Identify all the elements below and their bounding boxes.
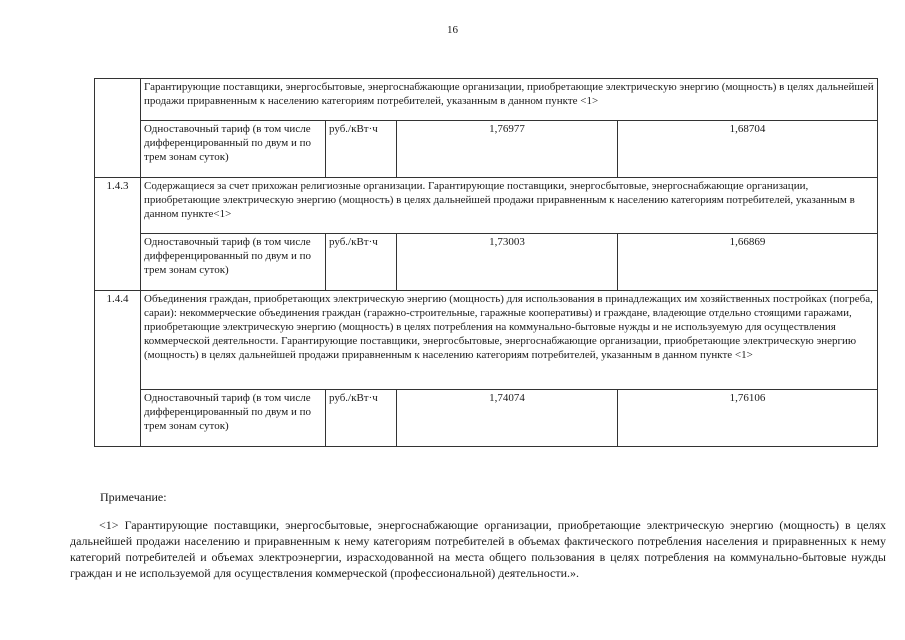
tariff-value-2: 1,76106: [618, 390, 878, 447]
table-row: [95, 390, 878, 447]
consumer-category-description: Объединения граждан, приобретающих электрическую энергию (мощность) для использования в принадлежащих им хозяйственных постройках (погреба, сараи): некоммерческие объединения граждан (гаражно-строительные, гаражные кооперативы) и граждане, владеющие отдельно стоящими гаражами, приобретающие электрическую энергию (мощность) в целях потребления на коммунально-бытовые нужды и не используемую для осуществления коммерческой деятельности. Гарантирующие поставщики, энергосбытовые, энергоснабжающие организации, приобретающие электрическую энергию (мощность) в целях дальнейшей продажи приравненным к населению категориям потребителей, указанным в данном пункте <1>: [141, 291, 878, 390]
consumer-category-description: Содержащиеся за счет прихожан религиозные организации. Гарантирующие поставщики, энергосбытовые, энергоснабжающие организации, приобретающие электрическую энергию (мощность) в целях дальнейшей продажи приравненным к населению категориям потребителей, указанным в данном пункте<1>: [141, 178, 878, 234]
tariff-label: Одноставочный тариф (в том числе дифференцированный по двум и по трем зонам суток): [141, 234, 326, 291]
table-row: [95, 178, 878, 234]
table-row: [95, 291, 878, 390]
note-title: Примечание:: [100, 490, 167, 504]
tariff-unit: руб./кВт·ч: [326, 234, 397, 291]
tariff-unit: руб./кВт·ч: [326, 121, 397, 178]
tariff-value-2: 1,66869: [618, 234, 878, 291]
tariff-value-1: 1,73003: [397, 234, 618, 291]
tariff-unit: руб./кВт·ч: [326, 390, 397, 447]
tariff-value-1: 1,76977: [397, 121, 618, 178]
note-text: <1> Гарантирующие поставщики, энергосбытовые, энергоснабжающие организации, приобретающие электрическую энергию (мощность) в целях дальнейшей продажи населению и приравненным к нему категориям потребителей в объемах фактического потребления населения и приравненных к нему категорий потребителей и объемах электроэнергии, израсходованной на места общего пользования в целях потребления на коммунально-бытовые нужды граждан и не используемой для осуществления коммерческой (профессиональной) деятельности.».: [70, 518, 886, 580]
row-number: 1.4.3: [95, 178, 141, 291]
tariff-label: Одноставочный тариф (в том числе дифференцированный по двум и по трем зонам суток): [141, 390, 326, 447]
tariff-value-2: 1,68704: [618, 121, 878, 178]
row-number: [95, 79, 141, 178]
page-number: 16: [447, 24, 458, 36]
row-number: 1.4.4: [95, 291, 141, 447]
table-row: [95, 121, 878, 178]
table-row: [95, 79, 878, 121]
table-row: [95, 234, 878, 291]
tariff-label: Одноставочный тариф (в том числе дифференцированный по двум и по трем зонам суток): [141, 121, 326, 178]
tariff-table: [94, 78, 878, 447]
tariff-value-1: 1,74074: [397, 390, 618, 447]
consumer-category-description: Гарантирующие поставщики, энергосбытовые, энергоснабжающие организации, приобретающие электрическую энергию (мощность) в целях дальнейшей продажи приравненным к населению категориям потребителей, указанным в данном пункте <1>: [141, 79, 878, 121]
